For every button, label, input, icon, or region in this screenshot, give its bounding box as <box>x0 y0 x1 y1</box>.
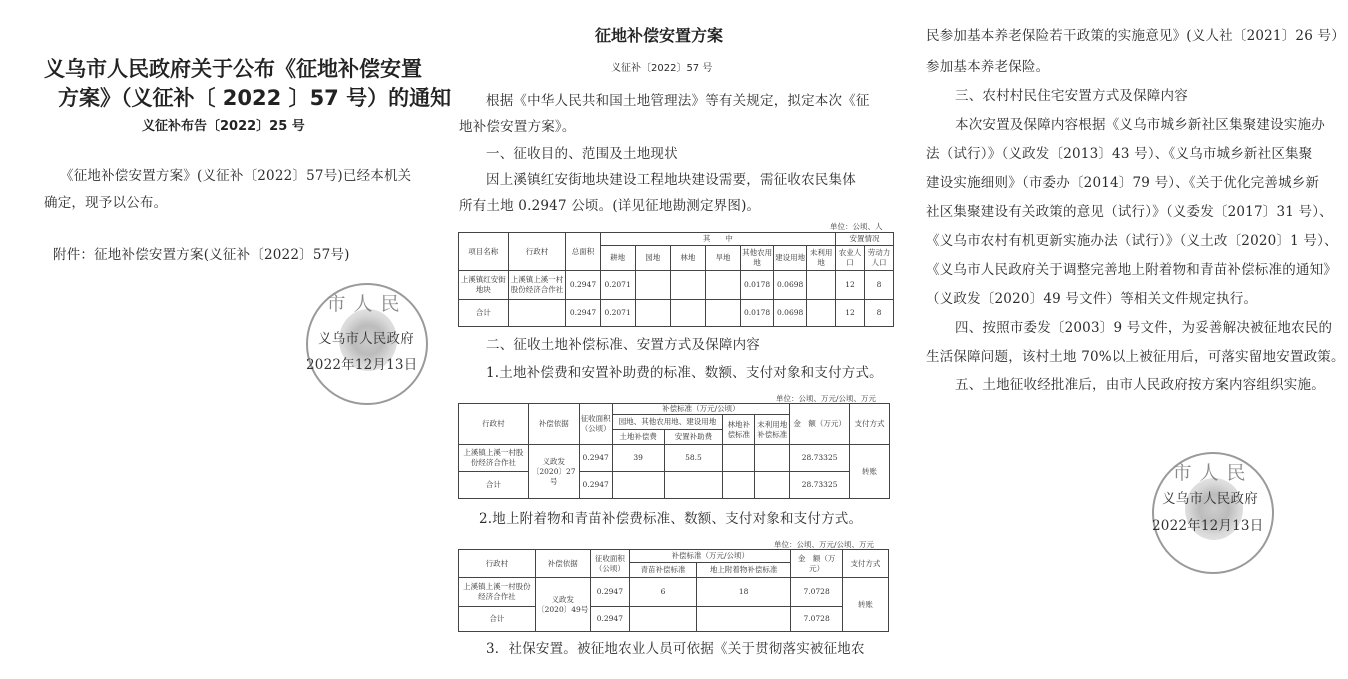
table-cell <box>807 271 836 300</box>
table3-unit: 单位：公顷、万元/公顷、万元 <box>774 540 875 549</box>
section-heading-2-3: 3．社保安置。被征地农业人员可依据《关于贯彻落实被征地农 <box>486 641 865 657</box>
table-cell <box>723 445 755 472</box>
right-line-9: 《义乌市人民政府关于调整完善地上附着物和青苗补偿标准的通知》 <box>926 262 1337 278</box>
table-cell: 12 <box>836 300 865 327</box>
table1-header-placement: 安置情况 <box>836 233 894 246</box>
table2-unit: 单位：公顷、万元/公顷、万元 <box>776 394 877 403</box>
table-cell: 0.0698 <box>774 271 807 300</box>
table1-sub-header: 建设用地 <box>774 246 807 271</box>
seal-top-text: 市人民 <box>326 293 408 315</box>
section-heading-2: 二、征收土地补偿标准、安置方式及保障内容 <box>486 337 760 353</box>
table-cell: 上溪镇红安街地块 <box>459 271 509 300</box>
table-cell: 0.2071 <box>600 271 635 300</box>
table-cell: 58.5 <box>664 445 723 472</box>
right-line-2: 参加基本养老保险。 <box>926 59 1050 75</box>
plan-title: 征地补偿安置方案 <box>595 26 724 45</box>
table2-header-basis: 补偿依据 <box>528 404 579 445</box>
table-cell: 转账 <box>850 445 890 499</box>
table-row <box>459 271 894 300</box>
table2-header-village: 行政村 <box>459 404 529 445</box>
table-cell: 0.0698 <box>774 300 807 327</box>
right-heading-5: 五、土地征收经批准后，由市人民政府按方案内容组织实施。 <box>955 377 1325 393</box>
notice-body-line1: 《征地补偿安置方案》(义征补〔2022〕57号)已经本机关 <box>60 168 412 184</box>
table-cell <box>755 472 790 499</box>
table1-sub-header: 耕地 <box>600 246 635 271</box>
section-heading-2-2: 2.地上附着物和青苗补偿费标准、数额、支付对象和支付方式。 <box>479 511 863 527</box>
plan-para2-line1: 因上溪镇红安街地块建设工程地块建设需要，需征收农民集体 <box>486 172 856 188</box>
table-cell <box>612 472 664 499</box>
table-row <box>459 445 890 472</box>
table3-header-amount: 金 额（万元） <box>791 550 843 578</box>
table-row <box>459 472 890 499</box>
table-row <box>459 607 889 632</box>
table-cell <box>705 300 740 327</box>
table3-header-basis: 补偿依据 <box>535 550 590 578</box>
table-cell: 上溪镇上溪一村股份经济合作社 <box>508 271 566 300</box>
right-line-6: 建设实施细则》（市委办〔2014〕79 号）、《关于优化完善城乡新 <box>926 175 1320 191</box>
table-cell: 义政发〔2020〕49号 <box>535 578 590 632</box>
crop-attachment-table <box>458 549 889 632</box>
table2-header-area: 征收面积（公顷） <box>579 404 612 445</box>
table3-header-area: 征收面积（公顷） <box>590 550 629 578</box>
section-heading-1: 一、征收目的、范围及土地现状 <box>486 146 678 162</box>
plan-para1-line1: 根据《中华人民共和国土地管理法》等有关规定，拟定本次《征 <box>486 93 870 109</box>
table1-header-total: 总面积 <box>566 233 600 271</box>
right-line-10: （义政发〔2020〕49 号文件）等相关文件规定执行。 <box>926 291 1258 307</box>
notice-attachment: 附件：征地补偿安置方案(义征补〔2022〕57号) <box>53 247 350 263</box>
seal-name-left: 义乌市人民政府 <box>318 331 414 347</box>
land-status-table <box>458 232 894 327</box>
table-cell: 0.2947 <box>566 300 600 327</box>
notice-doc-number: 义征补布告〔2022〕25 号 <box>142 119 305 134</box>
seal-top-text: 市人民 <box>1172 462 1254 484</box>
table1-sub-header: 农业人口 <box>836 246 865 271</box>
table1-sub-header: 劳动力人口 <box>865 246 894 271</box>
table-cell: 6 <box>630 578 697 607</box>
section-heading-2-1: 1.土地补偿费和安置补助费的标准、数额、支付对象和支付方式。 <box>486 365 883 381</box>
notice-title-line2: 方案》（义征补〔 2022 〕57 号）的通知 <box>58 86 452 110</box>
table-cell <box>697 607 791 632</box>
table-cell <box>630 607 697 632</box>
table-cell <box>723 472 755 499</box>
table-cell: 7.0728 <box>791 607 843 632</box>
table-cell <box>670 300 705 327</box>
table-cell: 0.2947 <box>590 578 629 607</box>
table3-header-standard: 补偿标准（万元/公顷） <box>630 550 791 563</box>
table3-header-village: 行政村 <box>459 550 536 578</box>
plan-doc-number: 义征补〔2022〕57 号 <box>611 63 713 74</box>
right-heading-4: 四、按照市委发〔2003〕9 号文件，为妥善解决被征地农民的 <box>955 320 1333 336</box>
plan-para1-line2: 地补偿安置方案》。 <box>459 119 576 135</box>
table-cell: 上溪镇上溪一村股份经济合作社 <box>459 445 529 472</box>
table-cell: 合计 <box>459 300 509 327</box>
table2-header-std-sub: 园地、其他农用地、建设用地 <box>612 415 723 430</box>
table-cell <box>664 472 723 499</box>
table1-sub-header: 园地 <box>635 246 670 271</box>
right-line-4: 本次安置及保障内容根据《义乌市城乡新社区集聚建设实施办 <box>955 117 1325 133</box>
table1-header-village: 行政村 <box>508 233 566 271</box>
plan-date: 2022年12月13日 <box>1152 518 1264 534</box>
table-cell: 7.0728 <box>791 578 843 607</box>
table-cell: 0.0178 <box>741 271 774 300</box>
right-line-12: 生活保障问题，该村土地 70%以上被征用后，可落实留地安置政策。 <box>926 349 1345 365</box>
table-cell: 8 <box>865 300 894 327</box>
table-cell <box>807 300 836 327</box>
official-seal-right <box>1152 452 1274 574</box>
table2-header-payment: 支付方式 <box>850 404 890 445</box>
table3-header-crop: 青苗补偿标准 <box>630 563 697 578</box>
table-cell: 上溪镇上溪一村股份经济合作社 <box>459 578 536 607</box>
table-cell: 8 <box>865 271 894 300</box>
table-cell <box>670 271 705 300</box>
table2-header-forest: 林地补偿标准 <box>723 415 755 445</box>
plan-para2-line2: 所有土地 0.2947 公顷。(详见征地勘测定界图)。 <box>459 198 761 214</box>
table-cell: 合计 <box>459 607 536 632</box>
table-cell: 39 <box>612 445 664 472</box>
table-cell: 18 <box>697 578 791 607</box>
table-cell: 0.2947 <box>590 607 629 632</box>
table-cell <box>635 300 670 327</box>
table2-header-amount: 金 额（万元） <box>790 404 850 445</box>
table-cell <box>635 271 670 300</box>
table-cell: 0.2947 <box>579 472 612 499</box>
table-cell: 合计 <box>459 472 529 499</box>
table3-header-attachment: 地上附着物补偿标准 <box>697 563 791 578</box>
table1-sub-header: 未利用地 <box>807 246 836 271</box>
table-cell <box>508 300 566 327</box>
table2-header-standard: 补偿标准（万元/公顷） <box>612 404 789 415</box>
table-cell: 转账 <box>842 578 888 632</box>
table2-header-unused: 未利用地补偿标准 <box>755 415 790 445</box>
table-cell: 0.0178 <box>741 300 774 327</box>
right-line-5: 法（试行）》（义政发〔2013〕43 号）、《义乌市城乡新社区集聚 <box>926 146 1313 162</box>
table1-unit: 单位：公顷、人 <box>830 222 883 231</box>
table-cell <box>755 445 790 472</box>
seal-name-right: 义乌市人民政府 <box>1162 491 1258 507</box>
table-cell: 28.73325 <box>790 472 850 499</box>
table1-sub-header: 其他农用地 <box>741 246 774 271</box>
table1-sub-header: 旱地 <box>705 246 740 271</box>
notice-body-line2: 确定，现予以公布。 <box>44 195 168 211</box>
right-line-7: 社区集聚建设有关政策的意见（试行）》（义委发〔2017〕31 号）、 <box>926 204 1333 220</box>
notice-date: 2022年12月13日 <box>306 357 418 373</box>
table-row <box>459 300 894 327</box>
table-cell: 0.2947 <box>579 445 612 472</box>
table-cell: 28.73325 <box>790 445 850 472</box>
table3-header-payment: 支付方式 <box>842 550 888 578</box>
right-line-8: 《义乌市农村有机更新实施办法（试行）》（义土改〔2020〕1 号）、 <box>926 233 1338 249</box>
table1-header-among: 其 中 <box>600 233 836 246</box>
table-cell: 义政发〔2020〕27号 <box>528 445 579 499</box>
table-cell: 12 <box>836 271 865 300</box>
table1-sub-header: 林地 <box>670 246 705 271</box>
table2-header-land-fee: 土地补偿费 <box>612 430 664 445</box>
table-cell <box>705 271 740 300</box>
notice-title-line1: 义乌市人民政府关于公布《征地补偿安置 <box>44 57 422 81</box>
table2-header-resettle-fee: 安置补助费 <box>664 430 723 445</box>
table-cell: 0.2947 <box>566 271 600 300</box>
right-line-1: 民参加基本养老保险若干政策的实施意见》(义人社〔2021〕26 号） <box>926 28 1345 44</box>
land-compensation-table <box>458 403 890 499</box>
table-cell: 0.2071 <box>600 300 635 327</box>
right-heading-3: 三、农村村民住宅安置方式及保障内容 <box>955 88 1188 104</box>
table-row <box>459 578 889 607</box>
table1-header-name: 项目名称 <box>459 233 509 271</box>
